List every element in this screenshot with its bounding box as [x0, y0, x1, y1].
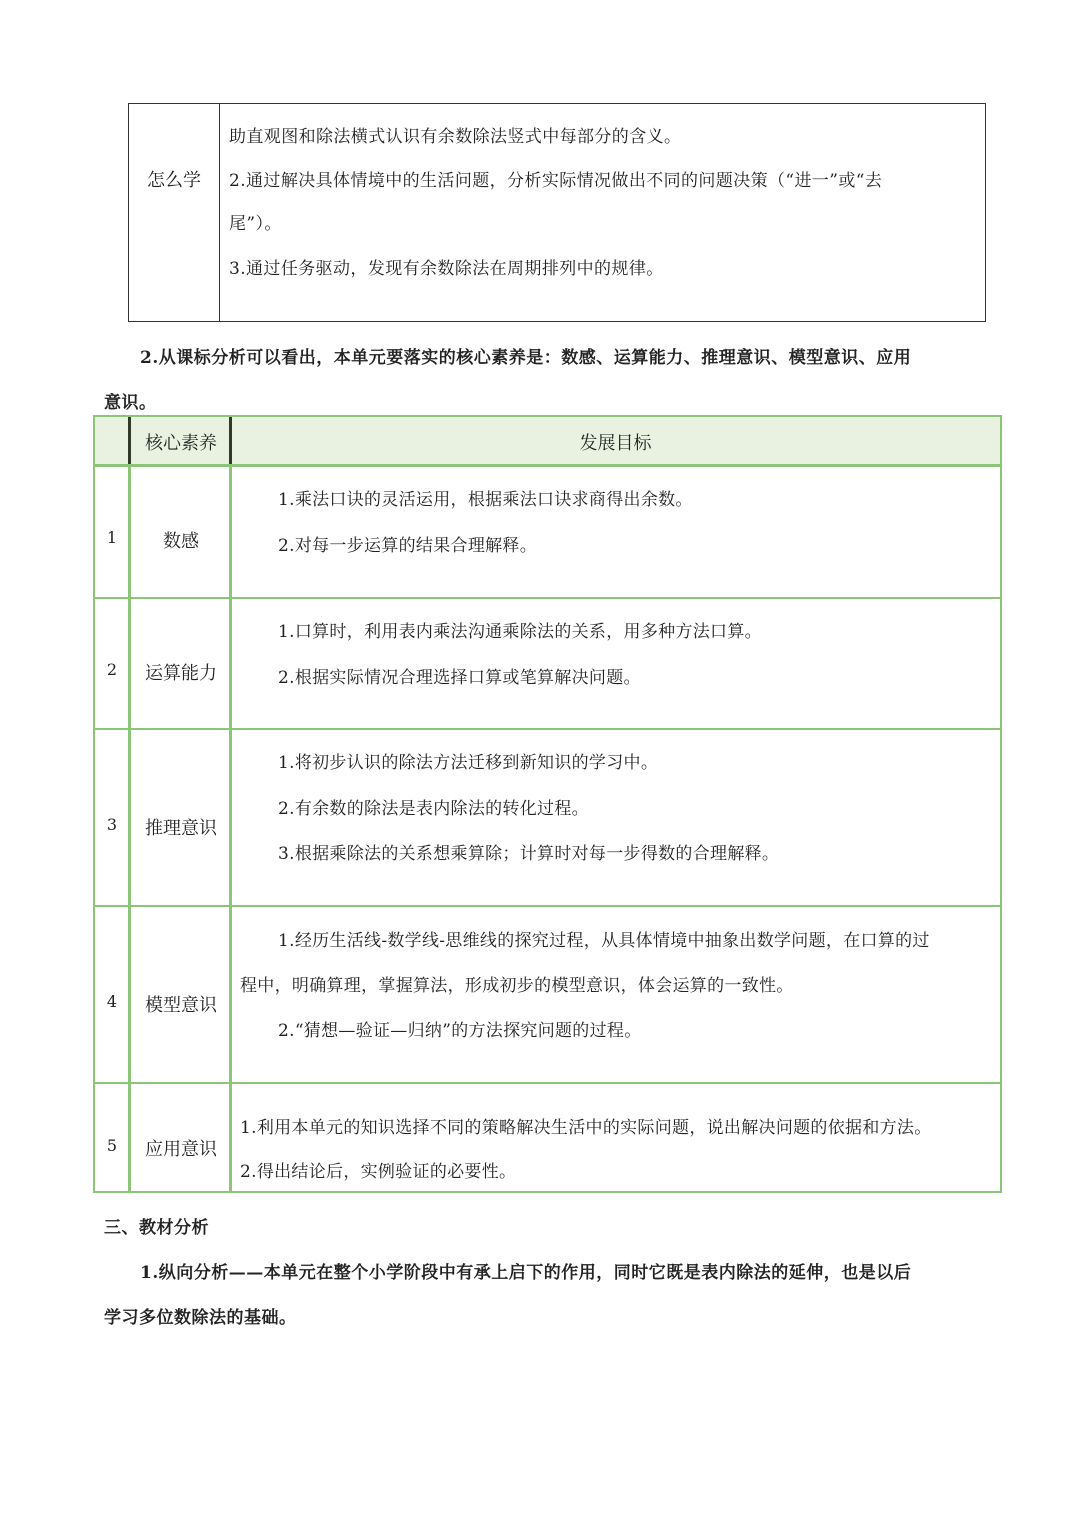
- row-divider: [95, 1082, 1000, 1084]
- intro-line-1: 2.从课标分析可以看出，本单元要落实的核心素养是：数感、运算能力、推理意识、模型意识、应用: [140, 348, 912, 368]
- core-literacy: 运算能力: [145, 663, 217, 684]
- section-line-2: 学习多位数除法的基础。: [104, 1308, 297, 1328]
- header-divider-accent: [128, 417, 131, 464]
- core-literacy-table: [93, 415, 1002, 1193]
- row-number: 4: [106, 992, 118, 1011]
- header-goal: 发展目标: [579, 433, 652, 454]
- row-divider: [95, 905, 1000, 907]
- row-number: 2: [106, 660, 118, 679]
- learning-method-table: [128, 103, 986, 322]
- section-heading: 三、教材分析: [104, 1218, 209, 1238]
- goal-line: 1.利用本单元的知识选择不同的策略解决生活中的实际问题，说出解决问题的依据和方法。: [240, 1118, 932, 1138]
- section-line-1: 1.纵向分析——本单元在整个小学阶段中有承上启下的作用，同时它既是表内除法的延伸，也是以后: [140, 1263, 912, 1283]
- goal-line: 2.对每一步运算的结果合理解释。: [278, 536, 538, 556]
- intro-line-2: 意识。: [104, 393, 157, 413]
- goal-line: 1.口算时，利用表内乘法沟通乘除法的关系，用多种方法口算。: [278, 622, 762, 642]
- row-number: 3: [106, 815, 118, 834]
- method-line: 尾”）。: [229, 214, 282, 234]
- header-divider-accent: [229, 417, 232, 464]
- goal-line: 2.得出结论后，实例验证的必要性。: [240, 1162, 517, 1182]
- method-line: 2.通过解决具体情境中的生活问题，分析实际情况做出不同的问题决策（“进一”或“去: [229, 171, 883, 191]
- core-literacy: 数感: [163, 531, 199, 552]
- goal-line: 2.有余数的除法是表内除法的转化过程。: [278, 799, 589, 819]
- row-number: 1: [106, 528, 118, 547]
- goal-line: 2.根据实际情况合理选择口算或笔算解决问题。: [278, 668, 641, 688]
- method-line: 助直观图和除法横式认识有余数除法竖式中每部分的含义。: [229, 127, 682, 147]
- core-literacy: 应用意识: [145, 1139, 217, 1160]
- row-label: 怎么学: [147, 170, 201, 191]
- column-divider: [219, 104, 220, 321]
- row-number: 5: [106, 1136, 118, 1155]
- row-divider: [95, 728, 1000, 730]
- core-literacy: 推理意识: [145, 818, 217, 839]
- goal-line: 1.将初步认识的除法方法迁移到新知识的学习中。: [278, 753, 659, 773]
- goal-line: 1.乘法口诀的灵活运用，根据乘法口诀求商得出余数。: [278, 490, 693, 510]
- goal-line: 程中，明确算理，掌握算法，形成初步的模型意识，体会运算的一致性。: [240, 976, 794, 996]
- core-literacy: 模型意识: [145, 995, 217, 1016]
- row-divider: [95, 597, 1000, 599]
- goal-line: 3.根据乘除法的关系想乘算除；计算时对每一步得数的合理解释。: [278, 844, 780, 864]
- goal-line: 1.经历生活线-数学线-思维线的探究过程，从具体情境中抽象出数学问题，在口算的过: [278, 931, 930, 951]
- header-core: 核心素养: [145, 433, 217, 454]
- method-line: 3.通过任务驱动，发现有余数除法在周期排列中的规律。: [229, 259, 664, 279]
- goal-line: 2.“猜想—验证—归纳”的方法探究问题的过程。: [278, 1021, 642, 1041]
